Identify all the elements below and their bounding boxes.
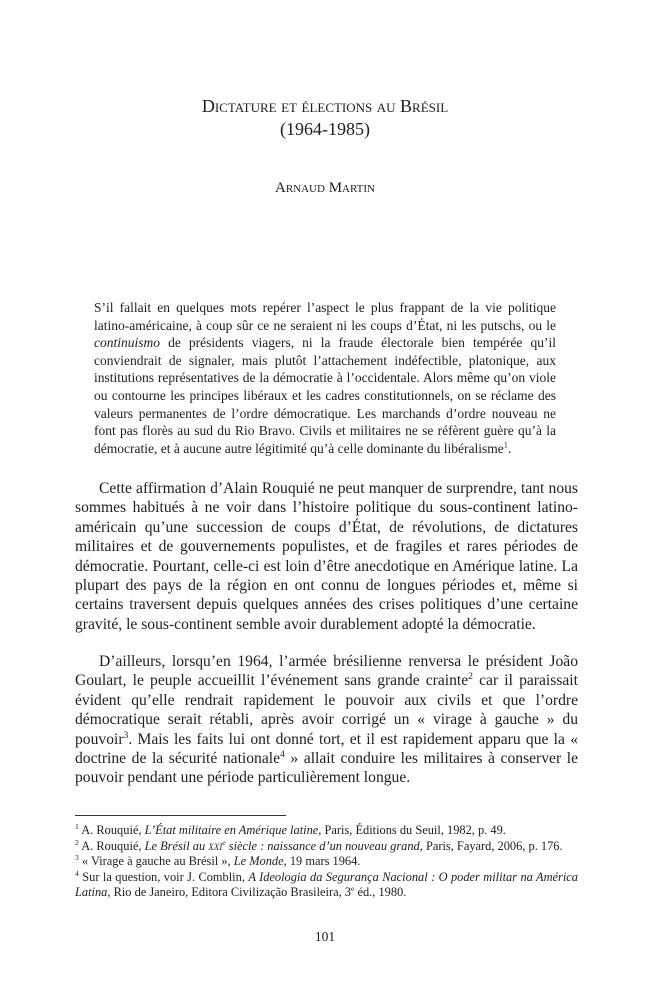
- author-last-name: Martin: [328, 180, 375, 196]
- author-name: [0, 178, 650, 198]
- page-number: 101: [314, 929, 336, 944]
- body-paragraph-1: Cette affirmation d’Alain Rouquié ne peut manquer de surprendre, tant nous sommes habitués à ne voir dans l’histoire politique du sous-continent latino-américain qu’une succession de coups d’État, de révolutions, de dictatures militaires et de gouvernements populistes, et de fragiles et rares périodes de démocratie. Pourtant, celle-ci est loin d’être anecdotique en Amérique latine. La plupart des pays de la région en ont connu de longues périodes et, même si certains traversent depuis quelques années des crises politiques d’une certaine gravité, le sous-continent semble avoir durablement adopté la démocratie.: [75, 480, 578, 633]
- chapter-title: Dictature et élections au Brésil: [201, 96, 449, 116]
- author-first-name: Arnaud: [275, 180, 325, 196]
- footnote-separator: [75, 815, 286, 816]
- footnote-2: $^2$ A. Rouquié, Le Brésil au xxi$^e$ siècle : naissance d’un nouveau grand, Paris, Fayard, 2006, p. 176.: [75, 837, 563, 853]
- footnote-3: $^3$ « Virage à gauche au Brésil », Le Monde, 19 mars 1964.: [75, 853, 361, 869]
- footnote-ref-1[interactable]: 1: [503, 440, 508, 450]
- body-paragraph-2: D’ailleurs, lorsqu’en 1964, l’armée brésilienne renversa le président João Goulart, le peuple accueillit l’événement sans grande crainte$^2$ car il paraissait évident qu’elle rendrait rapidement le pouvoir aux civils et que l’ordre démocratique serait rétabli, après avoir corrigé un « virage à gauche » du pouvoir$^3$. Mais les faits lui ont donné tort, et il est rapidement apparu que la « doctrine de la sécurité nationale$^4$ » allait conduire les militaires à conserver le pouvoir pendant une période particulièrement longue.: [75, 653, 578, 787]
- footnote-4: $^4$ Sur la question, voir J. Comblin, A Ideologia da Segurança Nacional : O poder militar na América Latina, Rio de Janeiro, Editora Civilização Brasileira, 3e éd., 1980.: [75, 868, 578, 900]
- footnote-ref-4[interactable]: 4: [280, 748, 285, 760]
- footnote-1: $^1$ A. Rouquié, L’État militaire en Amérique latine, Paris, Éditions du Seuil, 1982, p. 49.: [75, 821, 506, 837]
- epigraph-quote: S’il fallait en quelques mots repérer l’aspect le plus frappant de la vie politique latino-américaine, à coup sûr ce ne seraient ni les coups d’État, ni les putschs, ou le continuismo de présidents viagers, ni la fraude électorale bien tempérée qu’il conviendrait de signaler, mais plutôt l’attachement indéfectible, platonique, aux institutions représentatives de la démocratie à l’occidentale. Alors même qu’on viole ou contourne les principes libéraux et les cadres constitutionnels, on se réclame des valeurs permanentes de l’ordre démocratique. Les marchands d’ordre nouveau ne font pas florès au sud du Rio Bravo. Civils et militaires ne se réfèrent guère qu’à la démocratie, et à aucune autre légitimité qu’à celle dominante du libéralisme$^1$.: [94, 300, 556, 456]
- quote-italic-term: continuismo: [94, 335, 160, 351]
- footnote-ref-2[interactable]: 2: [468, 671, 473, 683]
- chapter-years: (1964-1985): [280, 119, 370, 139]
- footnote-ref-3[interactable]: 3: [123, 729, 129, 741]
- footnotes: [75, 823, 578, 901]
